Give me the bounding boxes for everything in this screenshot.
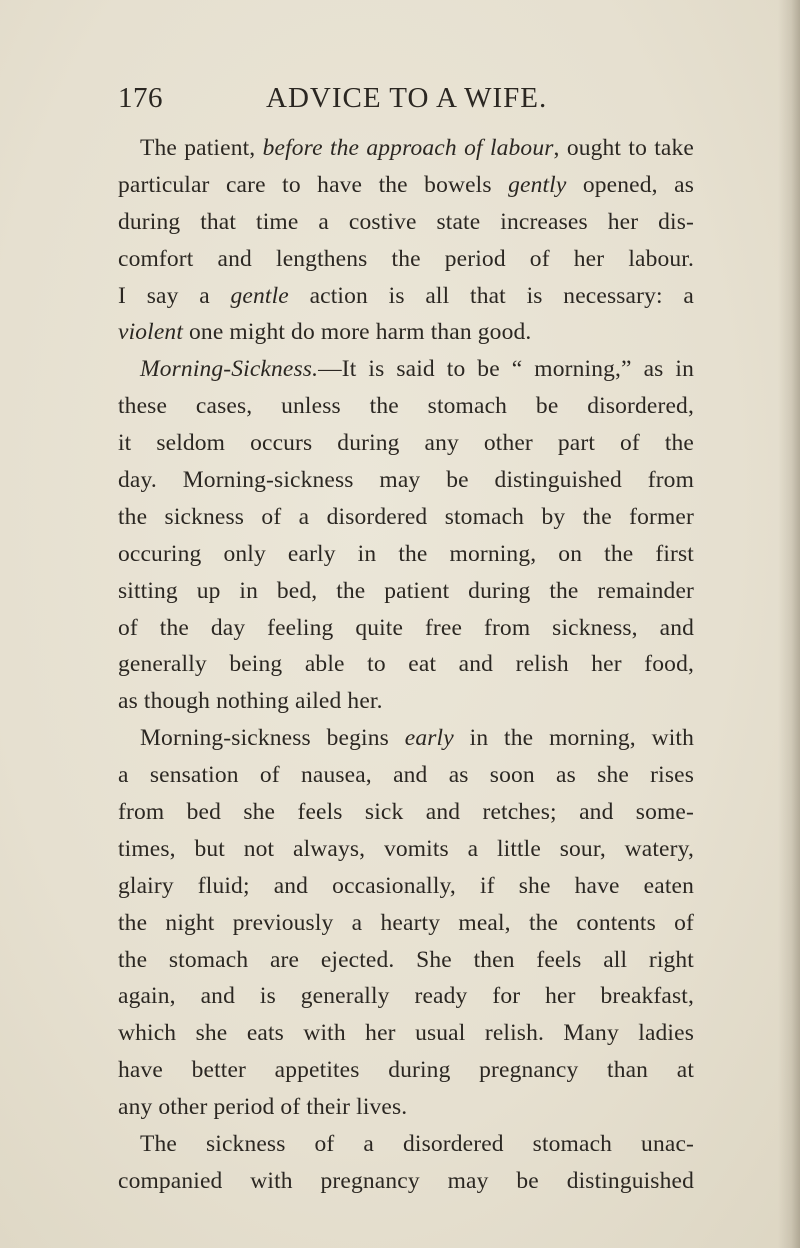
text-line: the night previously a hearty meal, the contents of — [118, 909, 694, 936]
text-line: a sensation of nausea, and as soon as she rises — [118, 762, 694, 789]
page-header — [118, 82, 738, 122]
text-line: any other period of their lives. — [118, 1094, 408, 1121]
text-line: of the day feeling quite free from sickness, and — [118, 614, 694, 641]
text-line: I say a gentle action is all that is necessary: a — [118, 282, 694, 309]
text-line: these cases, unless the stomach be disordered, — [118, 393, 694, 420]
text-line: the sickness of a disordered stomach by the former — [118, 503, 694, 530]
text-line: The sickness of a disordered stomach unac- — [140, 1131, 694, 1158]
text-line: again, and is generally ready for her breakfast, — [118, 983, 694, 1010]
text-line: during that time a costive state increases her dis- — [118, 208, 694, 235]
text-line: companied with pregnancy may be distinguished — [118, 1167, 694, 1194]
text-line: times, but not always, vomits a little sour, watery, — [118, 835, 694, 862]
text-line: occuring only early in the morning, on the first — [118, 540, 694, 567]
text-line: Morning-sickness begins early in the morning, with — [140, 725, 694, 752]
body-text — [118, 130, 694, 1200]
text-line: comfort and lengthens the period of her labour. — [118, 245, 694, 272]
text-line: glairy fluid; and occasionally, if she have eaten — [118, 872, 694, 899]
page-edge-shadow — [778, 0, 800, 1248]
text-line: day. Morning-sickness may be distinguished from — [118, 467, 694, 494]
text-line: generally being able to eat and relish her food, — [118, 651, 694, 678]
text-line: particular care to have the bowels gently opened, as — [118, 171, 694, 198]
text-line: violent one might do more harm than good. — [118, 319, 532, 346]
text-line: it seldom occurs during any other part of the — [118, 430, 694, 457]
text-line: as though nothing ailed her. — [118, 688, 383, 715]
text-line: from bed she feels sick and retches; and some- — [118, 799, 694, 826]
text-line: The patient, before the approach of labour, ought to take — [140, 135, 694, 161]
page-number: 176 — [118, 82, 163, 114]
text-line: sitting up in bed, the patient during the remainder — [118, 577, 694, 604]
text-line: Morning-Sickness.—It is said to be “ morning,” as in — [140, 356, 694, 383]
text-line: the stomach are ejected. She then feels all right — [118, 946, 694, 973]
text-line: have better appetites during pregnancy than at — [118, 1057, 694, 1084]
running-head: ADVICE TO A WIFE. — [266, 82, 548, 114]
text-line: which she eats with her usual relish. Many ladies — [118, 1020, 694, 1047]
section-heading: Morning-Sickness. — [140, 356, 319, 383]
